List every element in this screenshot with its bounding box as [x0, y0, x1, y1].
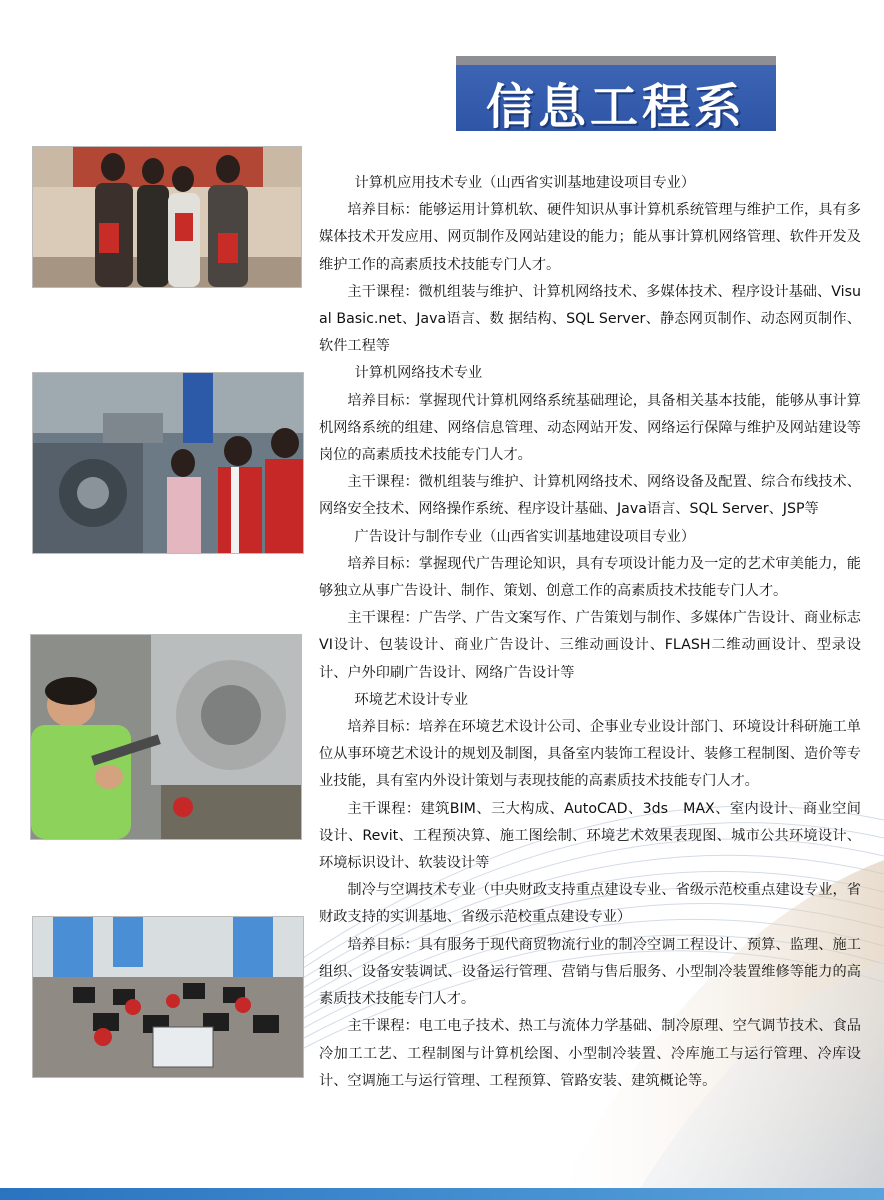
- section-goal: 培养目标：能够运用计算机软、硬件知识从事计算机系统管理与维护工作，具有多媒体技术开发应用、网页制作及网站建设的能力；能从事计算机网络管理、软件开发及维护工作的高素质技术技能专门人才。: [319, 202, 861, 273]
- photo-lab-machinery: [32, 372, 304, 554]
- section-courses: 主干课程：电工电子技术、热工与流体力学基础、制冷原理、空气调节技术、食品冷加工工艺、工程制图与计算机绘图、小型制冷装置、冷库施工与运行管理、冷库设计、空调施工与运行管理、工程预算、管路安装、建筑概论等。: [319, 1018, 861, 1089]
- section-heading: 制冷与空调技术专业（中央财政支持重点建设专业、省级示范校重点建设专业，省财政支持的实训基地、省级示范校重点建设专业）: [319, 882, 861, 926]
- section-courses: 主干课程：微机组装与维护、计算机网络技术、网络设备及配置、综合布线技术、网络安全技术、网络操作系统、程序设计基础、Java语言、SQL Server、JSP等: [319, 474, 861, 518]
- section-goal: 培养目标：掌握现代广告理论知识，具有专项设计能力及一定的艺术审美能力，能够独立从事广告设计、制作、策划、创意工作的高素质技术技能专门人才。: [319, 555, 861, 600]
- section-goal: 培养目标：掌握现代计算机网络系统基础理论，具备相关基本技能，能够从事计算机网络系统的组建、网络信息管理、动态网站开发、网络运行保障与维护及网站建设等岗位的高素质技术技能专门人才。: [319, 392, 861, 464]
- section-computer-network: [319, 360, 861, 523]
- section-courses: 主干课程：微机组装与维护、计算机网络技术、多媒体技术、程序设计基础、Visual Basic.net、Java语言、数 据结构、SQL Server、静态网页制作、动态网页制作、软件工程等: [319, 283, 861, 355]
- section-heading: 广告设计与制作专业（山西省实训基地建设项目专业）: [354, 528, 696, 545]
- award-photo-icon: [33, 147, 301, 287]
- photo-student-repair: [30, 634, 302, 840]
- lab-photo-icon: [33, 373, 303, 553]
- department-title-banner: [456, 56, 776, 135]
- photo-award-ceremony: [32, 146, 302, 288]
- section-refrigeration: [319, 877, 861, 1095]
- section-heading: 计算机网络技术专业: [354, 365, 483, 382]
- bottom-bar: [0, 1188, 884, 1200]
- section-goal: 培养目标：培养在环境艺术设计公司、企事业专业设计部门、环境设计科研施工单位从事环境艺术设计的规划及制图，具备室内装饰工程设计、装修工程制图、造价等专业技能，具有室内外设计策划与表现技能的高素质技术技能专门人才。: [319, 719, 861, 790]
- section-courses: 主干课程：广告学、广告文案写作、广告策划与制作、多媒体广告设计、商业标志VI设计、包装设计、商业广告设计、三维动画设计、FLASH二维动画设计、型录设计、户外印刷广告设计、网络广告设计等: [319, 610, 861, 681]
- section-heading: 计算机应用技术专业（山西省实训基地建设项目专业）: [354, 175, 696, 191]
- section-heading: 环境艺术设计专业: [354, 691, 469, 708]
- repair-photo-icon: [31, 635, 301, 839]
- photo-computer-lab: [32, 916, 304, 1078]
- section-courses: 主干课程：建筑BIM、三大构成、AutoCAD、3ds MAX、室内设计、商业空间设计、Revit、工程预决算、施工图绘制、环境艺术效果表现图、城市公共环境设计、环境标识设计、软装设计等: [319, 800, 861, 872]
- computer-lab-photo-icon: [33, 917, 303, 1077]
- section-advertising-design: [319, 524, 861, 687]
- section-computer-application: [319, 170, 861, 360]
- program-descriptions: [319, 170, 861, 1095]
- section-goal: 培养目标：具有服务于现代商贸物流行业的制冷空调工程设计、预算、监理、施工组织、设备安装调试、设备运行管理、营销与售后服务、小型制冷装置维修等能力的高素质技术技能专门人才。: [319, 936, 861, 1008]
- page-title: 信息工程系: [485, 79, 746, 135]
- section-environmental-art: [319, 687, 861, 877]
- title-top-strip: [456, 56, 776, 65]
